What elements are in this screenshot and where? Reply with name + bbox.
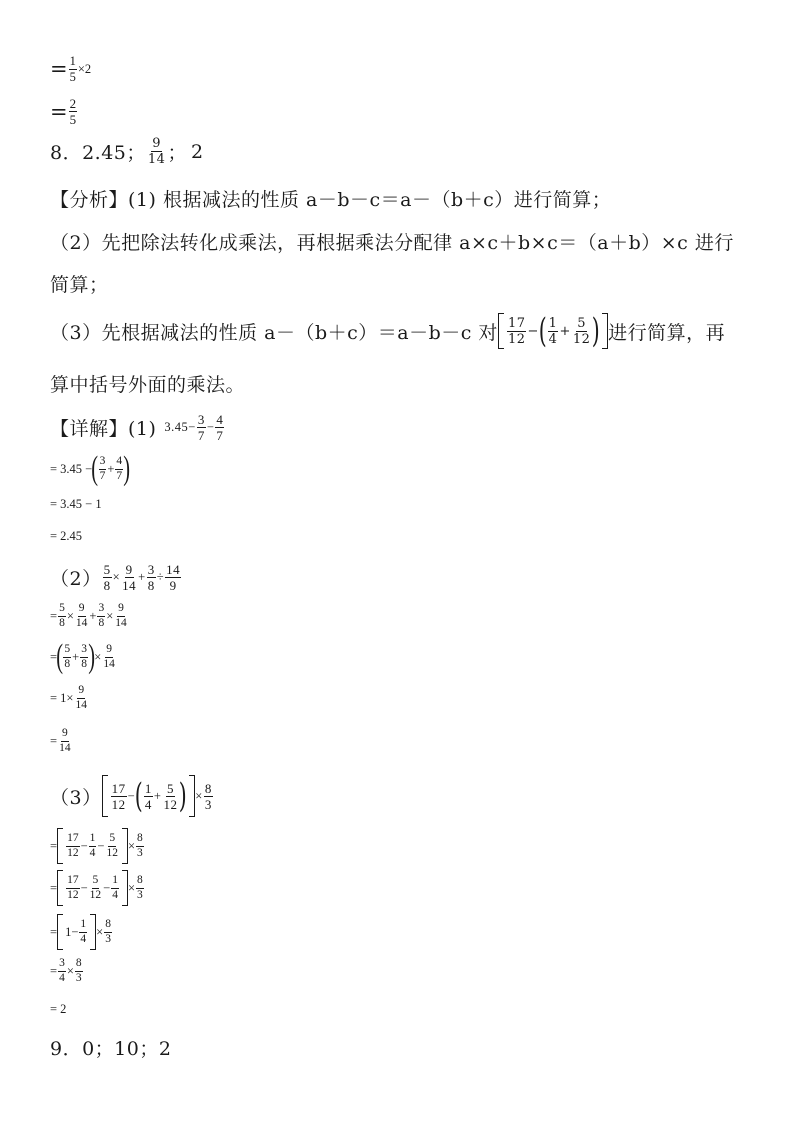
detail-part-3 xyxy=(50,775,214,817)
operator: × xyxy=(94,649,102,664)
left-paren: ( xyxy=(134,776,144,816)
fraction: $\frac{14}{9}$ xyxy=(166,562,181,593)
left-bracket xyxy=(498,313,504,349)
left-paren: ( xyxy=(56,638,64,675)
detail-label: 【详解】(1) xyxy=(50,418,157,440)
fraction: $\frac{8}{3}$ xyxy=(75,957,82,984)
expression: = 1× xyxy=(50,690,74,705)
operator: × xyxy=(127,880,135,895)
operator: + xyxy=(138,570,146,584)
left-paren: ( xyxy=(538,311,547,351)
detail-step-7 xyxy=(50,728,73,754)
fraction: $\frac{3}{4}$ xyxy=(59,957,65,984)
fraction: $\frac{9}{14}$ xyxy=(103,643,115,670)
expression: 3.45− xyxy=(164,420,196,434)
fraction: $\frac{4}{7}$ xyxy=(116,455,123,482)
step-line-1 xyxy=(50,55,91,83)
analysis-line-1: 【分析】(1) 根据减法的性质 a－b－c＝a－（b＋c）进行简算； xyxy=(50,189,612,211)
fraction: $\frac{8}{3}$ xyxy=(137,874,143,901)
fraction: $\frac{3}{7}$ xyxy=(197,412,205,443)
fraction: 5 8 xyxy=(64,643,71,670)
step-line-2 xyxy=(50,97,78,126)
detail-step-5 xyxy=(50,640,117,674)
fraction: $\frac{5}{12}$ xyxy=(572,315,591,347)
operator: + xyxy=(153,788,162,803)
analysis-text: （3）先根据减法的性质 a－（b＋c）＝a－b－c 对 xyxy=(50,321,498,344)
answer-part: 2 xyxy=(190,140,204,163)
analysis-line-4 xyxy=(50,313,725,349)
detail-step-1 xyxy=(50,452,129,486)
analysis-text: 进行简算，再 xyxy=(608,321,726,344)
fraction: $\frac{5}{8}$ xyxy=(59,602,65,629)
expression: 1− xyxy=(65,924,79,939)
fraction: $\frac{1}{4}$ xyxy=(112,874,118,901)
operator: + xyxy=(72,649,80,664)
equals-sign: = xyxy=(50,99,68,124)
detail-part-2 xyxy=(50,563,182,592)
fraction: 17 12 xyxy=(507,315,526,347)
equals-sign: = xyxy=(50,57,68,81)
fraction: $\frac{5}{12}$ xyxy=(163,780,178,812)
right-paren: ) xyxy=(179,776,188,816)
expression: = 3.45 − xyxy=(50,461,93,476)
operator: − xyxy=(97,838,105,853)
operator: + xyxy=(559,323,571,339)
operator: = xyxy=(50,838,58,853)
fraction: 1 4 xyxy=(144,780,152,812)
answer-8 xyxy=(50,137,204,166)
operator: = xyxy=(50,963,58,978)
part-label: （3） xyxy=(50,786,102,809)
fraction: $\frac{5}{12}$ xyxy=(89,874,102,901)
operator: − xyxy=(80,880,88,895)
operator: × xyxy=(195,788,203,803)
answer-part: 2.45； xyxy=(82,142,146,164)
left-bracket xyxy=(57,828,63,864)
part-label: （2） xyxy=(50,568,102,590)
fraction: 17 12 xyxy=(67,874,79,901)
operator: = xyxy=(50,733,58,748)
analysis-line-5: 算中括号外面的乘法。 xyxy=(50,374,246,396)
operator: × xyxy=(127,838,135,853)
detail-line-1 xyxy=(50,413,225,442)
operator: × xyxy=(112,570,121,584)
fraction: $\frac{9}{14}$ xyxy=(75,684,87,711)
left-bracket xyxy=(57,870,63,906)
fraction: $\frac{1}{4}$ xyxy=(89,832,96,859)
fraction: $\frac{9}{14}$ xyxy=(75,602,88,629)
fraction: $\frac{1}{4}$ xyxy=(80,918,87,945)
fraction: $\frac{4}{7}$ xyxy=(216,412,224,443)
analysis-line-2: （2）先把除法转化成乘法，再根据乘法分配律 a×c＋b×c＝（a＋b）×c 进行 xyxy=(50,232,734,254)
fraction: 17 12 xyxy=(111,780,126,812)
fraction: 17 12 xyxy=(67,832,79,859)
operator: + xyxy=(89,608,97,623)
detail-step-4 xyxy=(50,603,129,629)
detail-step-2: = 3.45 − 1 xyxy=(50,497,102,511)
operator: − xyxy=(80,838,88,853)
fraction: 9 14 xyxy=(147,136,166,167)
multiply-term: ×2 xyxy=(77,61,92,76)
operator: − xyxy=(103,880,111,895)
answer-sep: ； xyxy=(167,142,187,164)
fraction: $\frac{9}{14}$ xyxy=(59,727,71,754)
analysis-line-3: 简算； xyxy=(50,274,109,296)
question-number: 8． xyxy=(50,142,83,164)
operator: ÷ xyxy=(156,570,165,584)
right-paren: ) xyxy=(123,450,131,487)
fraction: $\frac{3}{8}$ xyxy=(98,602,105,629)
left-bracket xyxy=(102,775,108,817)
operator: = xyxy=(50,649,58,664)
answer-9: 9．0；10；2 xyxy=(50,1038,172,1060)
detail-step-10 xyxy=(50,914,113,950)
fraction: $\frac{5}{12}$ xyxy=(106,832,118,859)
fraction: $\frac{1}{5}$ xyxy=(69,54,76,84)
operator: × xyxy=(96,924,104,939)
detail-step-12: = 2 xyxy=(50,1002,67,1016)
fraction: $\frac{8}{3}$ xyxy=(204,780,212,812)
left-bracket xyxy=(57,914,63,950)
operator: − xyxy=(127,788,136,803)
operator: = xyxy=(50,608,58,623)
operator: + xyxy=(107,461,115,476)
detail-step-11 xyxy=(50,958,84,984)
detail-step-3: = 2.45 xyxy=(50,529,83,543)
fraction: $\frac{9}{14}$ xyxy=(122,562,137,593)
fraction: $\frac{5}{8}$ xyxy=(103,562,111,593)
detail-step-8 xyxy=(50,828,145,864)
fraction: $\frac{3}{8}$ xyxy=(147,562,155,593)
right-paren: ) xyxy=(592,311,601,351)
operator: × xyxy=(66,608,74,623)
fraction: $\frac{8}{3}$ xyxy=(137,832,143,859)
left-paren: ( xyxy=(91,450,99,487)
operator: = xyxy=(50,924,58,939)
fraction: $\frac{3}{8}$ xyxy=(81,643,87,670)
detail-step-6 xyxy=(50,685,89,711)
fraction: $\frac{8}{3}$ xyxy=(105,918,111,945)
fraction: 3 7 xyxy=(99,455,106,482)
operator: = xyxy=(50,880,58,895)
detail-step-9 xyxy=(50,870,145,906)
fraction: 1 4 xyxy=(548,315,558,347)
operator: × xyxy=(66,963,74,978)
operator: − xyxy=(206,420,215,434)
operator: − xyxy=(527,323,539,339)
operator: × xyxy=(106,608,114,623)
fraction: $\frac{9}{14}$ xyxy=(115,602,127,629)
right-paren: ) xyxy=(88,638,96,675)
fraction: $\frac{2}{5}$ xyxy=(69,96,77,127)
